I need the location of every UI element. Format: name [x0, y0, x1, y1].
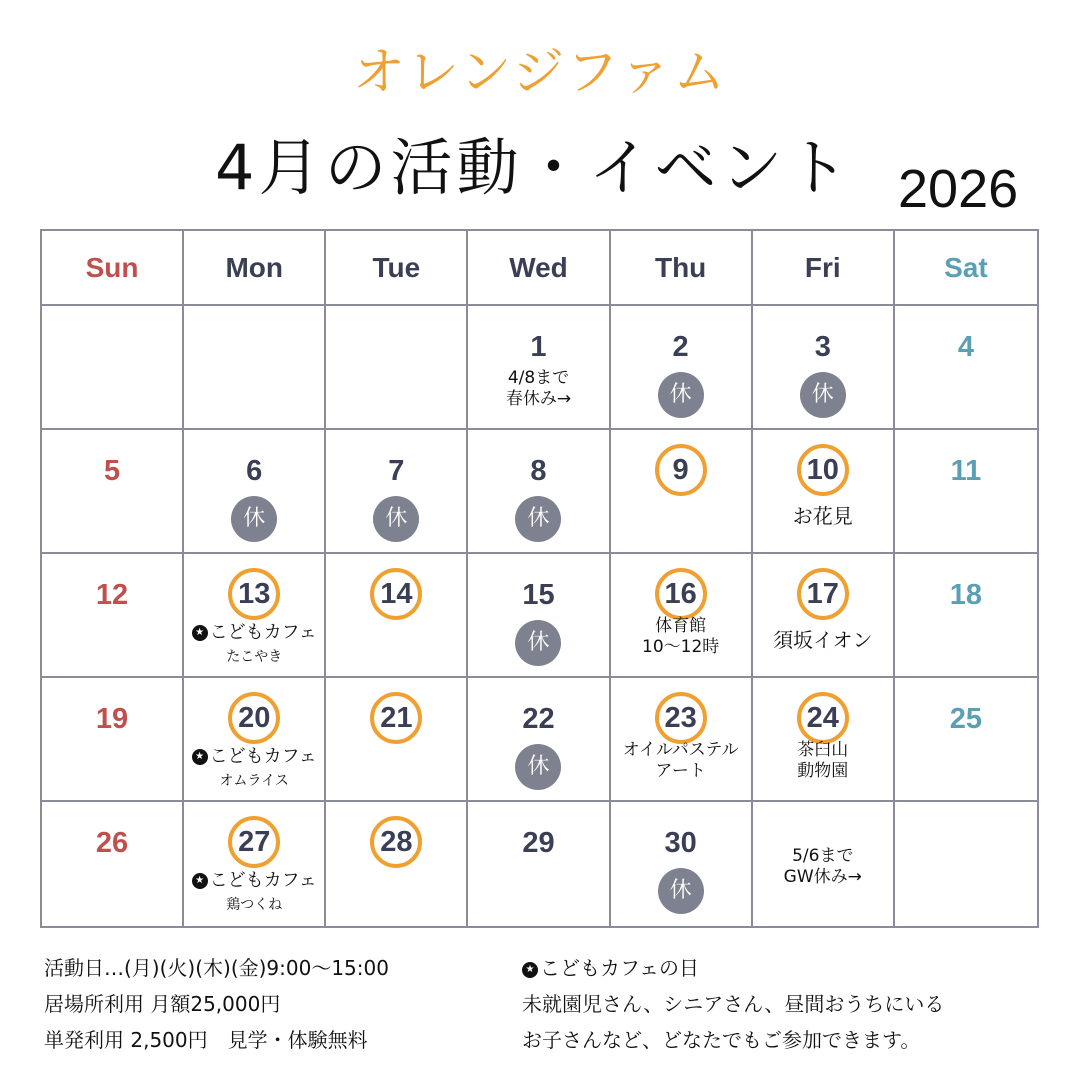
day-cell	[184, 802, 326, 926]
kids-cafe-note	[184, 622, 324, 666]
day-cell	[42, 802, 184, 926]
closed-badge: 休	[373, 496, 419, 542]
day-number: 1	[530, 331, 547, 363]
kids-cafe-menu: たこやき	[226, 648, 283, 665]
day-cell	[611, 802, 753, 926]
weekday-header-sat: Sat	[895, 231, 1037, 306]
brand-title: オレンジファム	[352, 43, 728, 103]
day-number: 15	[522, 579, 555, 611]
day-cell	[42, 554, 184, 678]
day-cell	[753, 306, 895, 430]
kids-cafe-label: こどもカフェ	[209, 622, 317, 643]
day-number: 18	[949, 579, 983, 611]
closed-badge: 休	[515, 620, 561, 666]
day-cell	[184, 306, 326, 430]
day-cell	[184, 430, 326, 554]
event-note: 5/6まで GW休み→	[783, 846, 862, 888]
day-cell	[326, 678, 468, 802]
day-number: 5	[103, 455, 121, 487]
day-cell	[895, 802, 1037, 926]
day-number: 27	[228, 816, 280, 868]
weekday-header-thu: Thu	[611, 231, 753, 306]
day-number: 26	[95, 827, 129, 859]
event-note: オイルパステル アート	[622, 740, 739, 782]
day-number: 16	[655, 568, 707, 620]
day-cell	[184, 554, 326, 678]
day-number: 24	[797, 692, 849, 744]
day-number: 10	[797, 444, 849, 496]
kids-cafe-menu: 鶏つくね	[226, 896, 283, 913]
day-number: 4	[957, 331, 974, 363]
event-note: 4/8まで 春休み→	[505, 368, 572, 410]
day-cell	[468, 430, 610, 554]
weekday-header-fri: Fri	[753, 231, 895, 306]
closed-badge: 休	[515, 744, 561, 790]
day-number: 17	[797, 568, 849, 620]
day-cell	[326, 554, 468, 678]
star-badge-icon: ★	[192, 749, 208, 765]
day-cell	[42, 306, 184, 430]
day-cell	[326, 306, 468, 430]
day-number: 30	[664, 827, 697, 859]
day-cell	[895, 306, 1037, 430]
footer-info	[44, 950, 389, 1058]
footer-line-schedule: 活動日…(月)(火)(木)(金)9:00〜15:00	[44, 956, 389, 980]
footer-cafe-title-text: こどもカフェの日	[540, 956, 699, 980]
day-number: 22	[522, 703, 555, 735]
footer-line-monthly-fee: 居場所利用 月額25,000円	[44, 992, 281, 1016]
footer-cafe-line-2: お子さんなど、どなたでもご参加できます。	[522, 1028, 921, 1052]
footer-cafe-title	[522, 950, 944, 986]
day-number: 21	[370, 692, 422, 744]
day-number: 9	[655, 444, 707, 496]
weekday-header-tue: Tue	[326, 231, 468, 306]
day-number: 28	[370, 816, 422, 868]
day-cell	[184, 678, 326, 802]
day-number: 7	[388, 455, 405, 487]
event-note: 茶臼山 動物園	[797, 740, 849, 782]
day-cell	[611, 306, 753, 430]
day-cell	[895, 430, 1037, 554]
footer-line-single-fee: 単発利用 2,500円 見学・体験無料	[44, 1028, 368, 1052]
kids-cafe-note	[184, 870, 324, 914]
day-cell	[753, 554, 895, 678]
day-cell	[611, 678, 753, 802]
star-badge-icon: ★	[522, 962, 538, 978]
weekday-header-sun: Sun	[42, 231, 184, 306]
day-cell	[468, 802, 610, 926]
day-cell	[468, 554, 610, 678]
closed-badge: 休	[658, 372, 704, 418]
day-cell	[611, 554, 753, 678]
weekday-header-mon: Mon	[184, 231, 326, 306]
closed-badge: 休	[231, 496, 277, 542]
day-number: 8	[530, 455, 547, 487]
day-number: 14	[370, 568, 422, 620]
year-label: 2026	[898, 159, 1019, 219]
day-number: 23	[655, 692, 707, 744]
day-number: 3	[814, 331, 831, 363]
day-number: 6	[246, 455, 263, 487]
event-note: 須坂イオン	[773, 628, 873, 652]
day-number: 20	[228, 692, 280, 744]
kids-cafe-menu: オムライス	[219, 772, 289, 789]
footer-cafe-line-1: 未就園児さん、シニアさん、昼間おうちにいる	[522, 992, 945, 1016]
day-cell	[895, 678, 1037, 802]
day-cell	[468, 678, 610, 802]
day-cell	[42, 430, 184, 554]
day-cell	[326, 430, 468, 554]
closed-badge: 休	[658, 868, 704, 914]
day-cell	[611, 430, 753, 554]
day-number: 11	[950, 455, 982, 487]
day-number: 12	[95, 579, 129, 611]
kids-cafe-note	[184, 746, 324, 790]
kids-cafe-label: こどもカフェ	[209, 870, 317, 891]
weekday-header-wed: Wed	[468, 231, 610, 306]
day-number: 2	[672, 331, 689, 363]
kids-cafe-label: こどもカフェ	[209, 746, 317, 767]
day-cell	[42, 678, 184, 802]
day-number: 13	[228, 568, 280, 620]
day-cell	[468, 306, 610, 430]
day-number: 25	[949, 703, 983, 735]
day-cell	[753, 802, 895, 926]
event-note: 体育館 10〜12時	[642, 616, 720, 658]
star-badge-icon: ★	[192, 873, 208, 889]
closed-badge: 休	[515, 496, 561, 542]
event-note: お花見	[792, 504, 853, 528]
day-cell	[326, 802, 468, 926]
day-cell	[753, 430, 895, 554]
day-cell	[895, 554, 1037, 678]
star-badge-icon: ★	[192, 625, 208, 641]
page-title: 4月の活動・イベント	[215, 131, 853, 204]
day-number: 29	[522, 827, 555, 859]
day-cell	[753, 678, 895, 802]
footer-cafe-info	[522, 950, 944, 1058]
calendar-grid	[40, 229, 1039, 928]
closed-badge: 休	[800, 372, 846, 418]
day-number: 19	[95, 703, 129, 735]
